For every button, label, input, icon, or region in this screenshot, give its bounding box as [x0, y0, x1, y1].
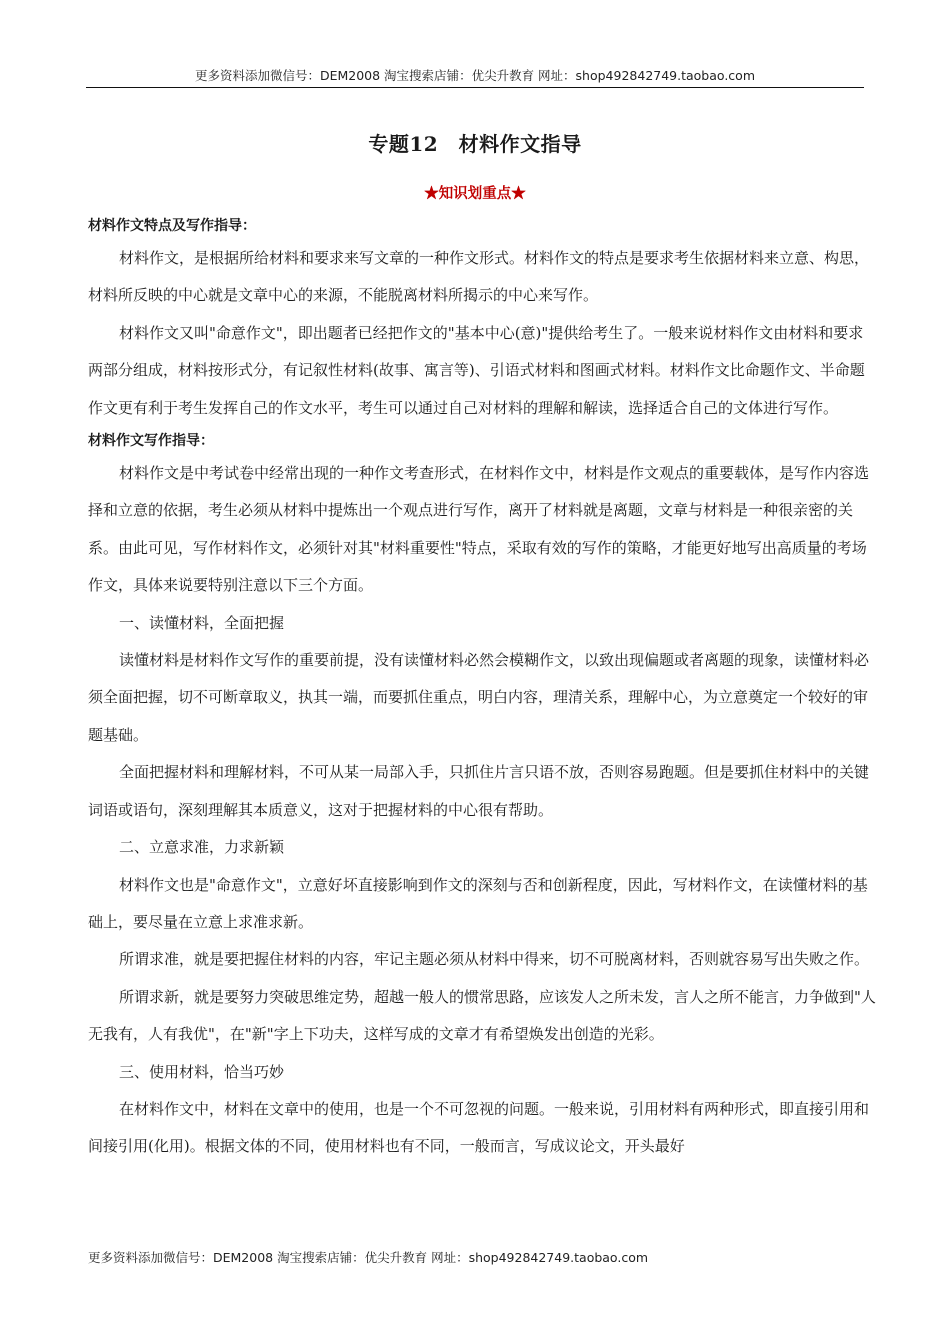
page-title: 专题12 材料作文指导 — [368, 132, 582, 156]
paragraph: 材料作文，是根据所给材料和要求来写文章的一种作文形式。材料作文的特点是要求考生依据材料来立意、构思，材料所反映的中心就是文章中心的来源，不能脱离材料所揭示的中心来写作。 — [88, 249, 870, 305]
page-header: 更多资料添加微信号：DEM2008 淘宝搜索店铺：优尖升教育 网址：shop492842749.taobao.com — [194, 68, 756, 83]
header-divider — [86, 87, 864, 88]
page-footer: 更多资料添加微信号：DEM2008 淘宝搜索店铺：优尖升教育 网址：shop492842749.taobao.com — [88, 1250, 649, 1265]
paragraph: 所谓求新，就是要努力突破思维定势，超越一般人的惯常思路，应该发人之所未发，言人之所不能言，力争做到"人无我有，人有我优"，在"新"字上下功夫，这样写成的文章才有希望焕发出创造的光彩。 — [88, 987, 876, 1044]
section-heading: 材料作文特点及写作指导： — [88, 218, 256, 234]
subsection-heading: 二、立意求准，力求新颖 — [119, 838, 285, 857]
subsection-heading: 三、使用材料，恰当巧妙 — [119, 1062, 285, 1081]
paragraph: 全面把握材料和理解材料，不可从某一局部入手，只抓住片言只语不放，否则容易跑题。但是要抓住材料中的关键词语或语句，深刻理解其本质意义，这对于把握材料的中心很有帮助。 — [88, 763, 870, 819]
paragraph: 所谓求准，就是要把握住材料的内容，牢记主题必须从材料中得来，切不可脱离材料，否则就容易写出失败之作。 — [119, 950, 870, 969]
document-body — [88, 212, 878, 1166]
subsection-heading: 一、读懂材料，全面把握 — [119, 613, 285, 632]
paragraph: 材料作文又叫"命意作文"，即出题者已经把作文的"基本中心(意)"提供给考生了。一般来说材料作文由材料和要求两部分组成，材料按形式分，有记叙性材料(故事、寓言等)、引语式材料和图画式材料。材料作文比命题作文、半命题作文更有利于考生发挥自己的作文水平，考生可以通过自己对材料的理解和解读，选择适合自己的文体进行写作。 — [88, 323, 865, 417]
section-subtitle: ★知识划重点★ — [424, 185, 526, 202]
paragraph: 读懂材料是材料作文写作的重要前提，没有读懂材料必然会模糊作文，以致出现偏题或者离题的现象，读懂材料必须全面把握，切不可断章取义，执其一端，而要抓住重点，明白内容，理清关系，理解中心，为立意奠定一个较好的审题基础。 — [88, 651, 870, 744]
section-heading: 材料作文写作指导： — [88, 433, 214, 450]
paragraph: 材料作文是中考试卷中经常出现的一种作文考查形式，在材料作文中，材料是作文观点的重要载体，是写作内容选择和立意的依据，考生必须从材料中提炼出一个观点进行写作，离开了材料就是离题，文章与材料是一种很亲密的关系。由此可见，写作材料作文，必须针对其"材料重要性"特点，采取有效的写作的策略，才能更好地写出高质量的考场作文，具体来说要特别注意以下三个方面。 — [88, 464, 870, 595]
paragraph: 在材料作文中，材料在文章中的使用，也是一个不可忽视的问题。一般来说，引用材料有两种形式，即直接引用和间接引用(化用)。根据文体的不同，使用材料也有不同，一般而言，写成议论文，开头最好 — [88, 1099, 870, 1156]
paragraph: 材料作文也是"命意作文"，立意好坏直接影响到作文的深刻与否和创新程度，因此，写材料作文，在读懂材料的基础上，要尽量在立意上求准求新。 — [88, 875, 868, 931]
